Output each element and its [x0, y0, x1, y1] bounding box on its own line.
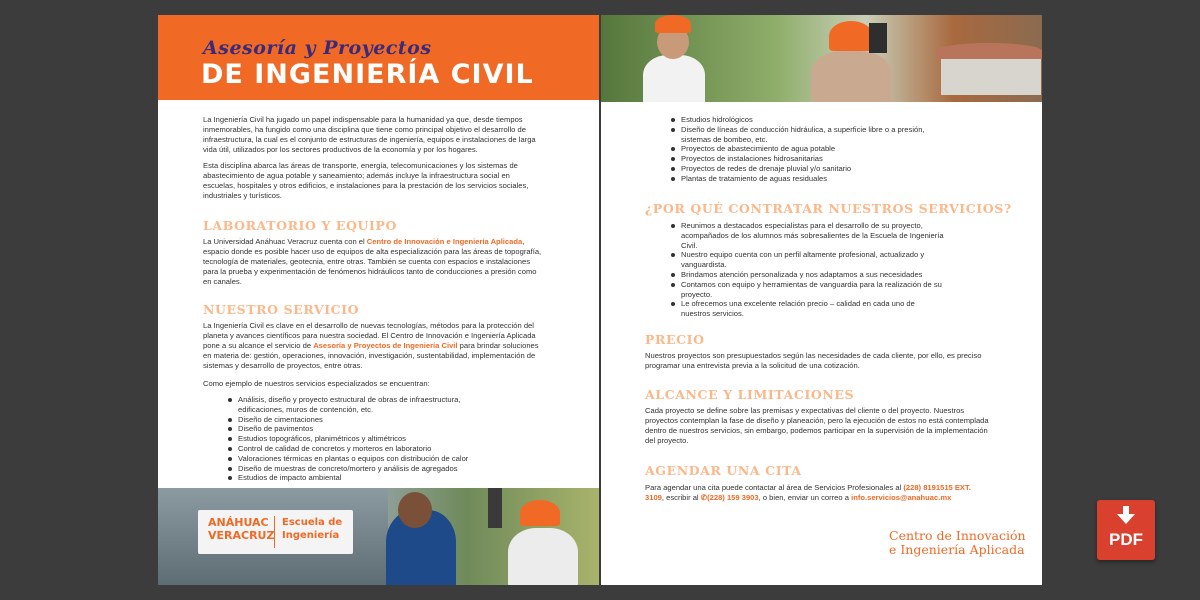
laboratorio-paragraph: [203, 237, 543, 287]
list-item: Plantas de tratamiento de aguas residuales: [671, 174, 951, 184]
laboratorio-highlight: Centro de Innovación e Ingeniería Aplicada: [366, 237, 523, 246]
alcance-paragraph: Cada proyecto se define sobre las premisas y expectativas del cliente o del proyecto. Nuestros proyectos contemplan la fase de diseño y planeación, pero la ejecución de estos no está contemplada dentro de nuestros servicios, sin embargo, podemos participar en la supervisión de la implementación del proyecto.: [645, 406, 989, 445]
sign-brand: [208, 516, 274, 542]
list-item: Estudios de impacto ambiental: [228, 473, 498, 483]
section-title-porque: ¿POR QUÉ CONTRATAR NUESTROS SERVICIOS?: [645, 201, 1012, 216]
hard-hat-icon: [520, 500, 560, 526]
precio-paragraph: Nuestros proyectos son presupuestados según las necesidades de cada cliente, por ello, es preciso programar una entrevista previa a la solicitud de una cotización.: [645, 351, 982, 370]
servicio-highlight: Asesoría y Proyectos de Ingeniería Civil: [313, 341, 458, 350]
list-item: Diseño de líneas de conducción hidráulica, a superficie libre o a presión, sistemas de bombeo, etc.: [671, 125, 951, 145]
laboratorio-text-a: La Universidad Anáhuac Veracruz cuenta con el: [203, 237, 367, 246]
section-title-alcance: ALCANCE Y LIMITACIONES: [645, 387, 855, 402]
section-title-laboratorio: LABORATORIO Y EQUIPO: [203, 218, 397, 233]
sign-school-line2: Ingeniería: [282, 530, 340, 541]
list-item: Le ofrecemos una excelente relación precio – calidad en cada uno de nuestros servicios.: [671, 299, 946, 319]
sign-brand-line1: ANÁHUAC: [208, 516, 269, 529]
photo-engineer-body: [508, 528, 578, 585]
pdf-label: PDF: [1109, 530, 1143, 549]
servicio-text-b: para brindar soluciones en materia de: gestión, operaciones, innovación, investigación, sustentabilidad, implementación de sistemas y desarrollo de proyectos, entre otras.: [203, 341, 539, 370]
list-item: Contamos con equipo y herramientas de vanguardia para la realización de su proyecto.: [671, 280, 946, 300]
centro-innovacion-logo: [889, 529, 1026, 557]
cita-email: info.servicios@anahuac.mx: [851, 493, 952, 502]
download-arrow-icon: [1097, 506, 1155, 531]
photo-field-engineers: [601, 15, 1042, 102]
servicio-paragraph: [203, 321, 543, 371]
list-item: Brindamos atención personalizada y nos adaptamos a sus necesidades: [671, 270, 946, 280]
porque-list: [671, 221, 946, 319]
list-item: Estudios topográficos, planimétricos y altimétricos: [228, 434, 498, 444]
logo-line1: Centro de Innovación: [889, 528, 1026, 543]
cita-text-a: Para agendar una cita puede contactar al área de Servicios Profesionales al: [645, 483, 904, 492]
photo-student-head: [398, 492, 432, 528]
section-title-cita: AGENDAR UNA CITA: [645, 463, 802, 478]
intro-paragraph-1: La Ingeniería Civil ha jugado un papel indispensable para la humanidad ya que, desde tiempos inmemorables, ha fungido como una disciplina que tiene como principal objetivo el desarrollo de infraestructura, la cual es el conjunto de estructuras de ingeniería, equipos e instalaciones de larga vida útil, utilizados por los sectores productivos de la economía y por los hogares.: [203, 115, 536, 154]
list-item: Valoraciones térmicas en plantas o equipos con distribución de calor: [228, 454, 498, 464]
cita-text-b: , escribir al: [661, 493, 701, 502]
intro-paragraph-2: Esta disciplina abarca las áreas de transporte, energía, telecomunicaciones y los sistemas de abastecimiento de agua potable y saneamiento; además incluye la infraestructura social en escuelas, hospitales y otros edificios, e instalaciones para la prestación de los servicios sociales, industriales y turísticos.: [203, 161, 529, 200]
list-item: Proyectos de redes de drenaje pluvial y/o sanitario: [671, 164, 951, 174]
theodolite-icon: [869, 23, 887, 53]
list-item: Diseño de cimentaciones: [228, 415, 498, 425]
list-item: Diseño de muestras de concreto/mortero y análisis de agregados: [228, 464, 498, 474]
photo-building-roof: [936, 43, 1042, 59]
section-title-servicio: NUESTRO SERVICIO: [203, 302, 360, 317]
list-item: Diseño de pavimentos: [228, 424, 498, 434]
list-item: Análisis, diseño y proyecto estructural de obras de infraestructura, edificaciones, muros de contención, etc.: [228, 395, 498, 415]
whatsapp-icon: ✆: [700, 493, 708, 502]
laboratorio-text-b: , espacio donde es posible hacer uso de equipos de alta especialización para las áreas de topografía, tecnología de materiales, geotecnia, entre otras. También se cuenta con espacios e instalaciones para la prueba y experimentación de fenómenos hidráulicos tanto de conducciones a presión como en canales.: [203, 237, 542, 286]
cita-paragraph: [645, 483, 990, 503]
cita-whatsapp: (228) 159 3903: [707, 493, 759, 502]
servicio-list-intro: Como ejemplo de nuestros servicios especializados se encuentran:: [203, 379, 430, 388]
page-title: DE INGENIERÍA CIVIL: [201, 59, 534, 90]
brochure-page-right: [601, 15, 1042, 585]
sign-brand-line2: VERACRUZ: [208, 529, 275, 542]
list-item: Control de calidad de concretos y morteros en laboratorio: [228, 444, 498, 454]
servicio-list-continued: [671, 115, 951, 184]
list-item: Nuestro equipo cuenta con un perfil altamente profesional, actualizado y vanguardista.: [671, 250, 946, 270]
sign-divider: [274, 516, 275, 548]
photo-building: [941, 55, 1041, 95]
servicio-text-a: La Ingeniería Civil es clave en el desarrollo de nuevas tecnologías, métodos para la protección del planeta y avances científicos para nuestra sociedad. El Centro de Innovación e Ingeniería Aplicada pone a su alcance el servicio de: [203, 321, 536, 350]
servicio-list: [228, 395, 498, 483]
cita-text-c: , o bien, enviar un correo a: [758, 493, 852, 502]
list-item: Proyectos de instalaciones hidrosanitarias: [671, 154, 951, 164]
section-title-precio: PRECIO: [645, 332, 705, 347]
photo-engineering-school: [158, 488, 599, 585]
school-sign: [198, 510, 353, 554]
hard-hat-icon: [655, 15, 691, 33]
list-item: Estudios hidrológicos: [671, 115, 951, 125]
banner-script-title: Asesoría y Proyectos: [203, 37, 432, 59]
tripod-icon: [488, 488, 502, 528]
photo-engineer-2-body: [811, 51, 891, 102]
sign-school: [282, 516, 342, 542]
photo-engineer-1-body: [643, 55, 705, 102]
brochure-page-left: [158, 15, 599, 585]
list-item: Reunimos a destacados especialistas para el desarrollo de su proyecto, acompañados de los alumnos más sobresalientes de la Escuela de Ingeniería Civil.: [671, 221, 946, 250]
header-banner: [158, 15, 599, 100]
logo-line2: e Ingeniería Aplicada: [889, 542, 1025, 557]
sign-school-line1: Escuela de: [282, 517, 343, 528]
hard-hat-icon: [829, 21, 873, 51]
list-item: Proyectos de abastecimiento de agua potable: [671, 144, 951, 154]
cita-phone: (228) 8191515 EXT. 3109: [645, 483, 971, 502]
pdf-download-button[interactable]: [1097, 500, 1155, 560]
